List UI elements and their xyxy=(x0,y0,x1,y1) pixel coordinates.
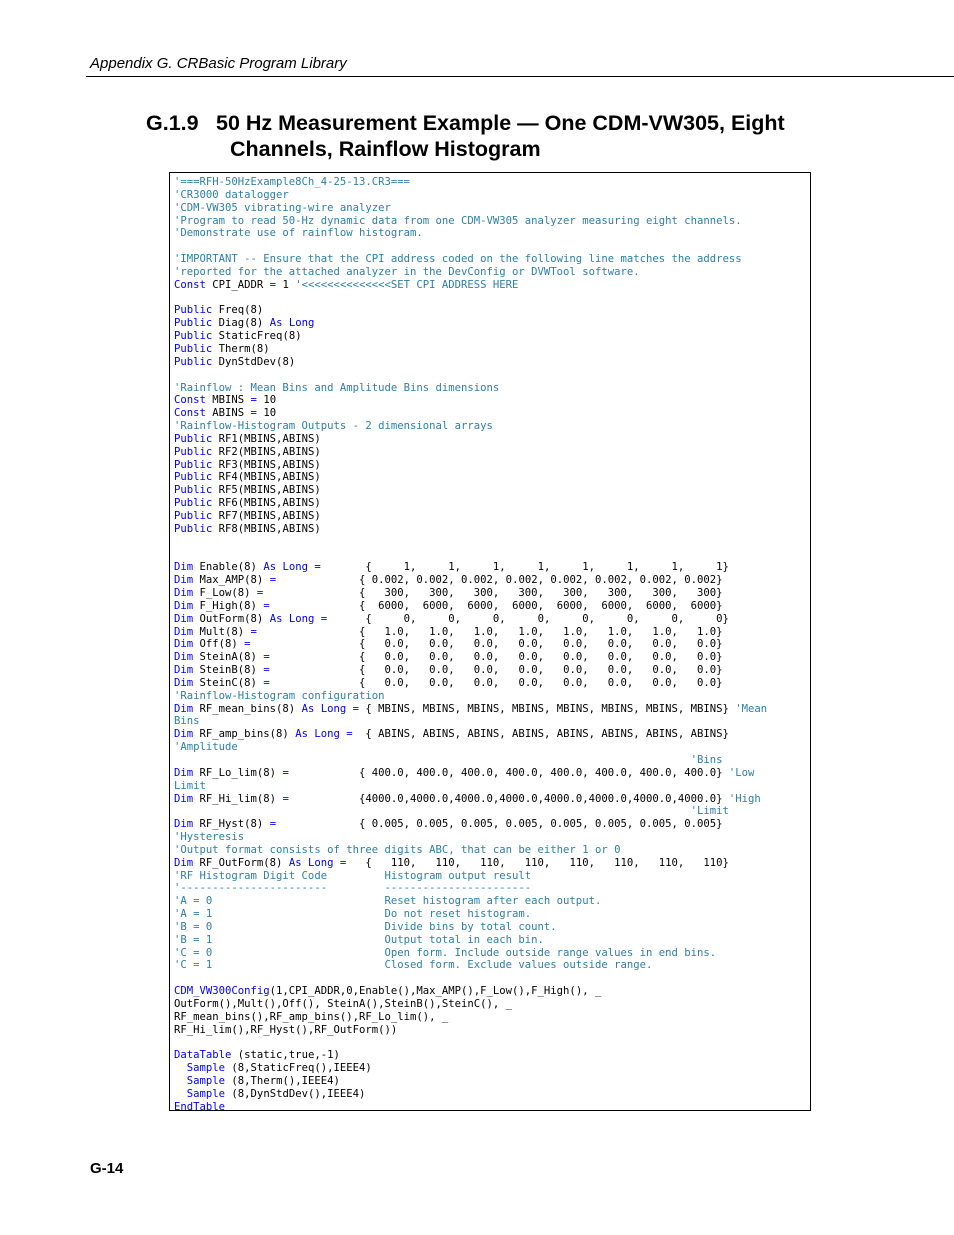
code-line xyxy=(174,1037,808,1050)
code-text: SteinA(8) xyxy=(193,651,264,664)
code-text: CPI_ADDR xyxy=(205,278,270,291)
code-comment: 'Rainflow-Histogram Outputs - 2 dimensional arrays xyxy=(174,420,493,433)
code-comment: 'reported for the attached analyzer in the DevConfig or DVWTool software. xyxy=(174,265,640,278)
code-text: RF_Lo_lim(8) xyxy=(193,766,283,779)
code-line xyxy=(174,626,808,639)
code-line xyxy=(174,1062,808,1075)
code-line xyxy=(174,407,808,420)
code-text: { 400.0, 400.0, 400.0, 400.0, 400.0, 400.0, 400.0, 400.0} xyxy=(288,766,729,779)
code-keyword: As Long xyxy=(269,317,315,330)
code-comment: 'Amplitude xyxy=(174,741,238,754)
code-text: (8,DynStdDev(),IEEE4) xyxy=(225,1087,366,1100)
code-comment: 'IMPORTANT -- Ensure that the CPI address coded on the following line matches the address xyxy=(174,253,742,266)
code-keyword: DataTable xyxy=(174,1049,232,1062)
code-line xyxy=(174,240,808,253)
code-line xyxy=(174,895,808,908)
section-title-line2: Channels, Rainflow Histogram xyxy=(230,137,541,161)
code-line xyxy=(174,394,808,407)
code-keyword: Sample xyxy=(186,1062,226,1075)
code-keyword: = xyxy=(256,587,264,599)
code-keyword: Public xyxy=(174,484,213,497)
code-comment: 'Output format consists of three digits ABC, that can be either 1 or 0 xyxy=(174,843,621,856)
code-text: { 0.0, 0.0, 0.0, 0.0, 0.0, 0.0, 0.0, 0.0} xyxy=(269,676,723,689)
code-line xyxy=(174,317,808,330)
code-text xyxy=(174,805,691,817)
code-comment: 'Hysteresis xyxy=(174,831,245,844)
code-line xyxy=(174,1011,808,1024)
code-text xyxy=(174,1088,187,1100)
code-comment: 'Limit xyxy=(690,805,729,818)
code-text: (8,StaticFreq(),IEEE4) xyxy=(225,1062,372,1075)
code-text: Freq(8) xyxy=(212,304,264,317)
code-text: { MBINS, MBINS, MBINS, MBINS, MBINS, MBINS, MBINS, MBINS} xyxy=(358,702,736,715)
code-comment: 'Bins xyxy=(690,753,723,766)
code-line xyxy=(174,292,808,305)
code-keyword: Public xyxy=(174,330,213,343)
code-text: { 6000, 6000, 6000, 6000, 6000, 6000, 6000, 6000} xyxy=(269,599,723,612)
code-line xyxy=(174,497,808,510)
code-line xyxy=(174,959,808,972)
code-keyword: As Long = xyxy=(295,728,353,741)
code-text: RF7(MBINS,ABINS) xyxy=(212,509,321,522)
code-keyword: CDM_VW300Config xyxy=(174,985,270,998)
code-line xyxy=(174,664,808,677)
code-line xyxy=(174,677,808,690)
code-keyword: Dim xyxy=(174,818,194,831)
code-text xyxy=(174,754,691,766)
code-keyword: = xyxy=(263,676,270,689)
code-line xyxy=(174,561,808,574)
code-keyword: = xyxy=(250,625,257,638)
code-line xyxy=(174,484,808,497)
code-text xyxy=(174,1062,187,1074)
code-line xyxy=(174,1101,808,1111)
code-line xyxy=(174,227,808,240)
code-line xyxy=(174,908,808,921)
code-line xyxy=(174,574,808,587)
code-text: { 0.0, 0.0, 0.0, 0.0, 0.0, 0.0, 0.0, 0.0} xyxy=(269,651,723,664)
code-line xyxy=(174,767,808,780)
code-line xyxy=(174,330,808,343)
section-title xyxy=(146,110,826,162)
code-keyword: Public xyxy=(174,522,213,535)
code-comment: 'Rainflow : Mean Bins and Amplitude Bins dimensions xyxy=(174,381,500,394)
code-keyword: Dim xyxy=(174,676,194,689)
section-number: G.1.9 xyxy=(146,111,199,135)
code-line xyxy=(174,1024,808,1037)
code-listing-box xyxy=(169,172,811,1111)
code-text: { 110, 110, 110, 110, 110, 110, 110, 110} xyxy=(346,856,729,869)
code-keyword: = xyxy=(263,664,270,677)
code-text: RF_OutForm(8) xyxy=(193,856,289,869)
code-keyword: = xyxy=(269,818,277,831)
code-keyword: Dim xyxy=(174,625,194,638)
code-comment: '<<<<<<<<<<<<<<SET CPI ADDRESS HERE xyxy=(295,278,519,291)
code-line xyxy=(174,253,808,266)
code-text: RF_amp_bins(8) xyxy=(193,728,296,741)
code-line xyxy=(174,985,808,998)
code-keyword: = xyxy=(250,394,257,407)
code-keyword: Dim xyxy=(174,702,194,715)
code-line xyxy=(174,998,808,1011)
code-line xyxy=(174,1088,808,1101)
code-text xyxy=(174,1075,187,1087)
code-text: { 1.0, 1.0, 1.0, 1.0, 1.0, 1.0, 1.0, 1.0} xyxy=(256,625,723,638)
code-text: RF4(MBINS,ABINS) xyxy=(212,471,321,484)
code-line xyxy=(174,189,808,202)
code-text: RF_mean_bins(),RF_amp_bins(),RF_Lo_lim(), _ xyxy=(174,1010,449,1023)
code-text: Max_AMP(8) xyxy=(193,574,270,587)
code-text: {4000.0,4000.0,4000.0,4000.0,4000.0,4000.0,4000.0,4000.0} xyxy=(288,792,729,805)
code-line xyxy=(174,921,808,934)
code-text: Enable(8) xyxy=(193,561,264,574)
code-keyword: = xyxy=(269,278,277,291)
code-keyword: As Long = xyxy=(301,702,359,715)
code-line xyxy=(174,304,808,317)
code-keyword: = xyxy=(282,766,289,779)
code-keyword: Dim xyxy=(174,651,194,664)
code-line xyxy=(174,369,808,382)
code-text: RF3(MBINS,ABINS) xyxy=(212,458,321,471)
header-divider xyxy=(86,76,954,77)
code-keyword: Public xyxy=(174,445,213,458)
code-comment: 'C = 1 Closed form. Exclude values outside range. xyxy=(174,959,653,972)
code-text: RF8(MBINS,ABINS) xyxy=(212,522,321,535)
code-text: (8,Therm(),IEEE4) xyxy=(225,1075,340,1088)
code-keyword: Dim xyxy=(174,587,194,599)
code-line xyxy=(174,446,808,459)
code-line xyxy=(174,536,808,549)
code-line xyxy=(174,703,808,716)
code-line xyxy=(174,805,808,818)
code-keyword: Public xyxy=(174,432,213,445)
code-line xyxy=(174,882,808,895)
code-keyword: Public xyxy=(174,304,213,317)
code-comment: Limit xyxy=(174,779,206,792)
code-line xyxy=(174,690,808,703)
code-line xyxy=(174,651,808,664)
code-keyword: Dim xyxy=(174,574,194,587)
code-keyword: = xyxy=(263,599,270,612)
code-line xyxy=(174,356,808,369)
code-line xyxy=(174,870,808,883)
code-comment: Bins xyxy=(174,715,200,728)
code-line xyxy=(174,857,808,870)
code-comment: '----------------------- ----------------------- xyxy=(174,882,532,895)
code-line xyxy=(174,831,808,844)
code-text: RF2(MBINS,ABINS) xyxy=(212,445,321,458)
code-line xyxy=(174,947,808,960)
code-keyword: EndTable xyxy=(174,1100,226,1111)
code-keyword: Const xyxy=(174,407,206,420)
code-line xyxy=(174,459,808,472)
code-keyword: Dim xyxy=(174,728,194,741)
code-line xyxy=(174,818,808,831)
code-comment: 'Rainflow-Histogram configuration xyxy=(174,689,385,702)
code-comment: 'A = 1 Do not reset histogram. xyxy=(174,908,532,921)
code-text: { 0, 0, 0, 0, 0, 0, 0, 0} xyxy=(327,612,729,625)
code-line xyxy=(174,215,808,228)
code-keyword: Public xyxy=(174,471,213,484)
code-line xyxy=(174,176,808,189)
section-title-line1: 50 Hz Measurement Example — One CDM-VW305, Eight xyxy=(216,111,785,135)
code-comment: 'B = 1 Output total in each bin. xyxy=(174,933,544,946)
code-text: StaticFreq(8) xyxy=(212,330,302,343)
code-line xyxy=(174,202,808,215)
code-text: (static,true,-1) xyxy=(231,1049,340,1062)
code-keyword: Public xyxy=(174,342,213,355)
code-text: (1,CPI_ADDR,0,Enable(),Max_AMP(),F_Low(),F_High(), _ xyxy=(269,985,602,998)
code-line xyxy=(174,934,808,947)
code-line xyxy=(174,433,808,446)
code-line xyxy=(174,793,808,806)
code-text: DynStdDev(8) xyxy=(212,355,296,368)
code-line xyxy=(174,382,808,395)
code-keyword: Dim xyxy=(174,599,194,612)
code-text: F_High(8) xyxy=(193,599,264,612)
code-keyword: As Long = xyxy=(288,856,347,869)
code-text: SteinC(8) xyxy=(193,676,264,689)
code-line xyxy=(174,471,808,484)
code-line xyxy=(174,343,808,356)
code-text: 10 xyxy=(256,394,277,407)
code-line xyxy=(174,780,808,793)
code-line xyxy=(174,587,808,600)
code-keyword: Sample xyxy=(186,1075,226,1088)
code-keyword: Dim xyxy=(174,664,194,677)
code-keyword: Dim xyxy=(174,561,194,574)
code-keyword: Dim xyxy=(174,638,194,651)
code-text: { 0.002, 0.002, 0.002, 0.002, 0.002, 0.002, 0.002, 0.002} xyxy=(276,574,723,587)
code-comment: 'High xyxy=(728,792,761,805)
code-line xyxy=(174,279,808,292)
code-comment: 'Program to read 50-Hz dynamic data from one CDM-VW305 analyzer measuring eight channels. xyxy=(174,214,742,227)
running-header: Appendix G. CRBasic Program Library xyxy=(90,55,347,72)
code-text: RF_Hi_lim(8) xyxy=(193,792,283,805)
code-line xyxy=(174,728,808,741)
code-comment: 'C = 0 Open form. Include outside range values in end bins. xyxy=(174,946,717,959)
code-line xyxy=(174,754,808,767)
page-number: G-14 xyxy=(90,1160,124,1177)
code-keyword: Public xyxy=(174,458,213,471)
code-keyword: Dim xyxy=(174,792,194,805)
code-keyword: As Long = xyxy=(269,612,328,625)
code-text: F_Low(8) xyxy=(193,587,257,599)
code-text: { ABINS, ABINS, ABINS, ABINS, ABINS, ABINS, ABINS, ABINS} xyxy=(352,728,729,741)
code-comment: 'RF Histogram Digit Code Histogram output result xyxy=(174,869,532,882)
code-line xyxy=(174,613,808,626)
code-comment: 'Low xyxy=(728,766,755,779)
code-keyword: Sample xyxy=(186,1087,226,1100)
code-text: { 0.005, 0.005, 0.005, 0.005, 0.005, 0.005, 0.005, 0.005} xyxy=(276,818,723,831)
code-keyword: = xyxy=(269,574,277,587)
code-keyword: Public xyxy=(174,355,213,368)
code-text: Mult(8) xyxy=(193,625,251,638)
code-comment: 'A = 0 Reset histogram after each output. xyxy=(174,895,602,908)
code-text: RF6(MBINS,ABINS) xyxy=(212,497,321,510)
code-keyword: Dim xyxy=(174,856,194,869)
code-keyword: = xyxy=(263,651,270,664)
code-keyword: Const xyxy=(174,394,206,407)
code-text: Off(8) xyxy=(193,638,245,651)
code-line xyxy=(174,1075,808,1088)
code-text: OutForm(8) xyxy=(193,612,270,625)
code-line xyxy=(174,638,808,651)
code-keyword: Dim xyxy=(174,766,194,779)
code-text: { 300, 300, 300, 300, 300, 300, 300, 300} xyxy=(263,587,723,599)
code-keyword: = xyxy=(282,792,289,805)
code-comment: '===RFH-50HzExample8Ch_4-25-13.CR3=== xyxy=(174,176,410,188)
code-line xyxy=(174,600,808,613)
code-text: 10 xyxy=(256,407,277,420)
code-line xyxy=(174,972,808,985)
code-keyword: As Long = xyxy=(263,561,321,574)
code-keyword: Public xyxy=(174,497,213,510)
code-keyword: = xyxy=(250,407,257,420)
code-text: MBINS xyxy=(205,394,251,407)
code-text: RF5(MBINS,ABINS) xyxy=(212,484,321,497)
code-text: RF_mean_bins(8) xyxy=(193,702,302,715)
code-text: RF1(MBINS,ABINS) xyxy=(212,432,321,445)
code-keyword: Const xyxy=(174,278,206,291)
code-line xyxy=(174,510,808,523)
code-keyword: Public xyxy=(174,317,213,330)
code-text: ABINS xyxy=(205,407,251,420)
code-keyword: Dim xyxy=(174,612,194,625)
code-line xyxy=(174,523,808,536)
code-text: 1 xyxy=(276,278,296,291)
code-line xyxy=(174,266,808,279)
code-comment: 'Demonstrate use of rainflow histogram. xyxy=(174,227,423,240)
code-listing xyxy=(174,176,808,1111)
code-text: OutForm(),Mult(),Off(), SteinA(),SteinB(),SteinC(), _ xyxy=(174,998,513,1010)
code-text: RF_Hyst(8) xyxy=(193,818,270,831)
code-text: { 0.0, 0.0, 0.0, 0.0, 0.0, 0.0, 0.0, 0.0} xyxy=(250,638,723,651)
code-line xyxy=(174,548,808,561)
code-line xyxy=(174,420,808,433)
code-keyword: Public xyxy=(174,509,213,522)
code-comment: 'CR3000 datalogger xyxy=(174,188,289,201)
code-comment: 'CDM-VW305 vibrating-wire analyzer xyxy=(174,201,391,214)
code-line xyxy=(174,741,808,754)
code-text: { 0.0, 0.0, 0.0, 0.0, 0.0, 0.0, 0.0, 0.0} xyxy=(269,664,723,677)
code-text: RF_Hi_lim(),RF_Hyst(),RF_OutForm()) xyxy=(174,1023,398,1036)
code-text: SteinB(8) xyxy=(193,664,264,677)
code-comment: 'B = 0 Divide bins by total count. xyxy=(174,920,557,933)
code-line xyxy=(174,715,808,728)
code-text: Therm(8) xyxy=(212,342,270,355)
code-keyword: = xyxy=(244,638,251,651)
code-comment: 'Mean xyxy=(735,702,768,715)
code-text: { 1, 1, 1, 1, 1, 1, 1, 1} xyxy=(320,561,729,574)
code-text: Diag(8) xyxy=(212,317,270,330)
code-line xyxy=(174,844,808,857)
code-line xyxy=(174,1049,808,1062)
